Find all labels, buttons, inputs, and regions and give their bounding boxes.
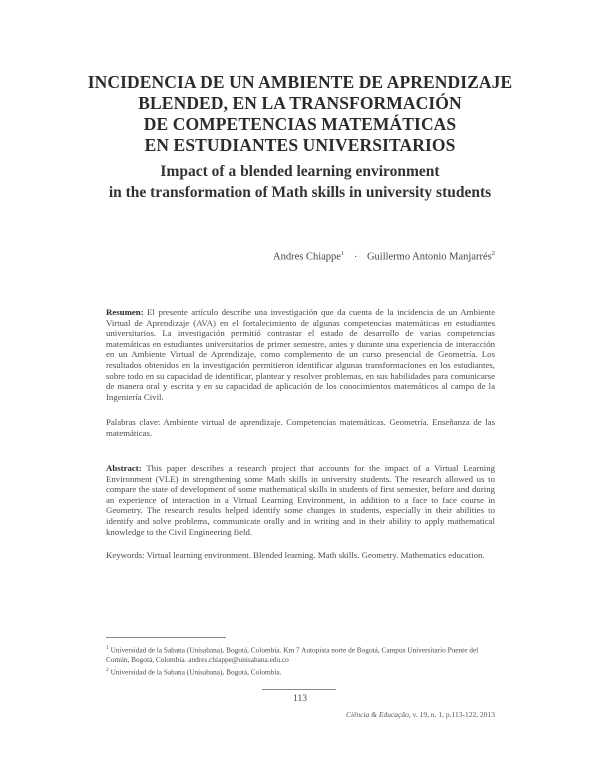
footnote-1-mark: 1	[106, 645, 109, 651]
resumen-text: El presente artículo describe una investigación que da cuenta de la incidencia de un Ambiente Virtual de Aprendizaje (AVA) en el fortalecimiento de algunas competencias matemáticas en estudiantes universitarios. La investigación permitió contrastar el estado de desarrollo de varias competencias matemáticas en estudiantes universitarios de primer semestre, antes y durante una experiencia de interacción en un Ambiente Virtual de Aprendizaje, como complemento de un curso presencial de Geometría. Los resultados obtenidos en la investigación permitieron identificar algunas transformaciones en los estudiantes, sobre todo en su capacidad de identificar, plantear y resolver problemas, en sus habilidades para comunicarse de manera oral y escrita y en su capacidad de aplicación de los conocimientos matemáticos al campo de la Ingeniería Civil.	[106, 307, 495, 402]
footnotes	[106, 643, 495, 678]
footnote-2	[106, 665, 495, 677]
abstract-label: Abstract:	[106, 463, 142, 473]
footnote-1	[106, 643, 495, 665]
journal-name: Ciência & Educação	[345, 710, 409, 719]
title-es-line-4: EN ESTUDIANTES UNIVERSITARIOS	[144, 135, 456, 155]
title-english	[60, 161, 540, 203]
author-list	[273, 250, 495, 263]
title-en-line-1: Impact of a blended learning environment	[160, 163, 440, 180]
author-1-note: 1	[340, 250, 345, 257]
footnote-1-text: Universidad de la Sabana (Unisabana), Bogotá, Colombia. Km 7 Autopista norte de Bogotá, Campus Universitario Puente del Común, Bogotá, Colombia. andres.chiappe@unisabana.edu.co	[106, 645, 479, 665]
journal-details: , v. 19, n. 1, p.113-122, 2013	[408, 710, 495, 719]
abstract-paragraph	[106, 463, 495, 537]
title-es-line-1: INCIDENCIA DE UN AMBIENTE DE APRENDIZAJE	[87, 72, 513, 92]
author-2-note: 2	[491, 250, 495, 257]
author-2: Guillermo Antonio Manjarrés	[366, 251, 492, 263]
title-es-line-3: DE COMPETENCIAS MATEMÁTICAS	[143, 114, 457, 134]
footnote-2-mark: 2	[106, 667, 109, 674]
resumen-label: Resumen:	[106, 307, 144, 317]
keywords-spanish: Palabras clave: Ambiente virtual de aprendizaje. Competencias matemáticas. Geometría. Enseñanza de las matemáticas.	[106, 417, 495, 438]
footnote-divider	[106, 637, 226, 638]
page-number: 113	[293, 694, 307, 704]
title-es-line-2: BLENDED, EN LA TRANSFORMACIÓN	[138, 93, 462, 113]
keywords-english: Keywords: Virtual learning environment. Blended learning. Math skills. Geometry. Mathematics education.	[106, 550, 485, 560]
title-en-line-2: in the transformation of Math skills in university students	[108, 184, 492, 201]
title-spanish	[60, 72, 540, 156]
footnote-2-text: Universidad de la Sabana (Unisabana), Bogotá, Colombia.	[110, 667, 282, 677]
abstract-text: This paper describes a research project that accounts for the impact of a Virtual Learning Environment (VLE) in strengthening some Math skills in university students. The research allowed us to compare the state of development of some mathematical skills in students of first semester, before and during an experience of interaction in a Virtual Learning Environment, in addition to a face to face course in Geometry. The research results helped identify some changes in students, especially in their abilities to identify and solve problems, communicate orally and in writing and in their ability to apply mathematical knowledge to the Civil Engineering field.	[106, 463, 495, 537]
resumen-paragraph	[106, 307, 495, 402]
journal-citation	[346, 710, 495, 719]
author-1: Andres Chiappe	[272, 251, 341, 263]
page-number-divider	[262, 689, 336, 690]
author-separator: ·	[353, 251, 358, 263]
